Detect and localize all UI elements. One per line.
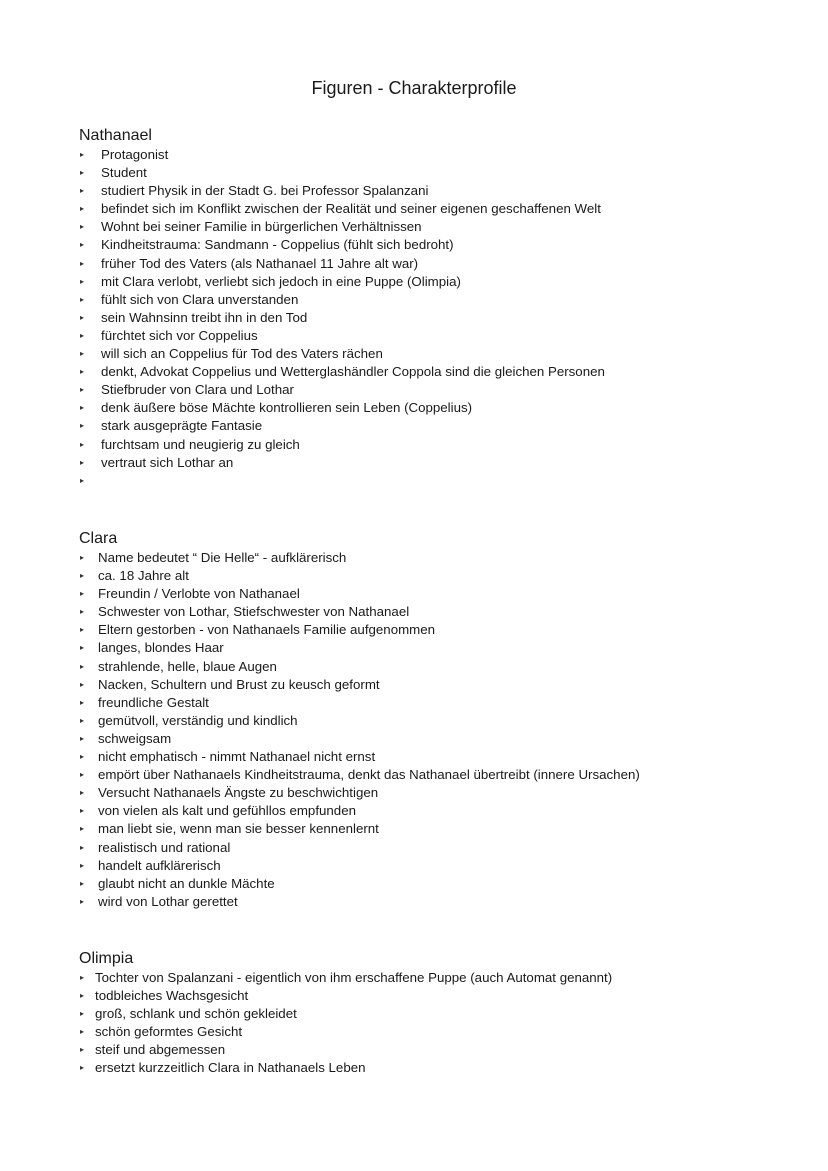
list-item-text: steif und abgemessen (95, 1042, 226, 1058)
list-item (79, 839, 799, 857)
list-item-text: Versucht Nathanaels Ängste zu beschwichtigen (98, 785, 379, 801)
bullet-triangle-icon: ▸ (80, 385, 85, 395)
bullet-list (79, 146, 799, 490)
list-item (79, 273, 799, 291)
bullet-triangle-icon: ▸ (80, 294, 85, 304)
list-item-text: denkt, Advokat Coppelius und Wetterglashändler Coppola sind die gleichen Personen (101, 364, 605, 380)
list-item-text: früher Tod des Vaters (als Nathanael 11 Jahre alt war) (101, 255, 419, 271)
bullet-triangle-icon: ▸ (80, 403, 85, 413)
bullet-triangle-icon: ▸ (80, 878, 85, 888)
bullet-triangle-icon: ▸ (80, 553, 85, 562)
bullet-triangle-icon: ▸ (80, 168, 85, 178)
list-item (79, 658, 799, 676)
list-item-text: vertraut sich Lothar an (101, 454, 234, 470)
list-item-text: Freundin / Verlobte von Nathanael (98, 586, 300, 602)
list-item-text: man liebt sie, wenn man sie besser kennenlernt (98, 821, 379, 837)
list-item (79, 454, 799, 472)
list-item (79, 712, 799, 730)
list-item-text: Wohnt bei seiner Familie in bürgerlichen Verhältnissen (101, 219, 422, 235)
list-item (79, 694, 799, 712)
list-item-text: strahlende, helle, blaue Augen (98, 658, 277, 674)
bullet-triangle-icon: ▸ (80, 697, 85, 707)
bullet-triangle-icon: ▸ (80, 240, 85, 250)
bullet-triangle-icon: ▸ (80, 186, 85, 196)
list-item (79, 893, 799, 911)
list-item-text: wird von Lothar gerettet (98, 893, 238, 909)
list-item-text: befindet sich im Konflikt zwischen der Realität und seiner eigenen geschaffenen Welt (101, 201, 601, 217)
bullet-triangle-icon: ▸ (80, 457, 85, 467)
bullet-triangle-icon: ▸ (80, 1009, 85, 1019)
list-item-text: handelt aufklärerisch (98, 857, 221, 873)
bullet-triangle-icon: ▸ (80, 607, 85, 617)
list-item (79, 969, 799, 987)
list-item-text: sein Wahnsinn treibt ihn in den Tod (101, 309, 308, 325)
bullet-triangle-icon: ▸ (80, 1027, 85, 1037)
list-item (79, 1023, 799, 1041)
list-item (79, 730, 799, 748)
list-item-text: Tochter von Spalanzani - eigentlich von ihm erschaffene Puppe (auch Automat genannt) (95, 970, 613, 985)
bullet-triangle-icon: ▸ (80, 824, 85, 834)
page-title: Figuren - Charakterprofile (311, 78, 517, 98)
list-item-text: langes, blondes Haar (98, 640, 224, 656)
list-item-text: Nacken, Schultern und Brust zu keusch geformt (98, 676, 380, 692)
bullet-triangle-icon: ▸ (80, 1063, 85, 1073)
bullet-triangle-icon: ▸ (80, 770, 85, 780)
bullet-triangle-icon: ▸ (80, 330, 85, 340)
bullet-triangle-icon: ▸ (80, 860, 85, 870)
list-item (79, 748, 799, 766)
list-item-text: will sich an Coppelius für Tod des Vaters rächen (101, 346, 383, 362)
section-clara (79, 529, 799, 911)
list-item (79, 399, 799, 417)
list-item-text: denk äußere böse Mächte kontrollieren sein Leben (Coppelius) (101, 400, 473, 416)
list-item (79, 363, 799, 381)
list-item (79, 1059, 799, 1077)
list-item (79, 987, 799, 1005)
list-item-text: Stiefbruder von Clara und Lothar (101, 382, 294, 398)
bullet-triangle-icon: ▸ (80, 222, 85, 232)
bullet-triangle-icon: ▸ (80, 276, 85, 286)
list-item-text: glaubt nicht an dunkle Mächte (98, 875, 275, 891)
list-item-text: fühlt sich von Clara unverstanden (101, 291, 299, 307)
list-item (79, 417, 799, 435)
list-item (79, 875, 799, 893)
list-item (79, 255, 799, 273)
list-item-text: furchtsam und neugierig zu gleich (101, 436, 300, 452)
bullet-triangle-icon: ▸ (80, 439, 85, 449)
bullet-triangle-icon: ▸ (80, 625, 85, 635)
bullet-triangle-icon: ▸ (80, 991, 85, 1001)
list-item (79, 381, 799, 399)
bullet-triangle-icon: ▸ (80, 258, 85, 268)
bullet-triangle-icon: ▸ (80, 806, 85, 816)
bullet-triangle-icon: ▸ (80, 973, 85, 982)
list-item (79, 766, 799, 784)
bullet-triangle-icon: ▸ (80, 589, 85, 599)
list-item (79, 639, 799, 657)
list-item-text: Eltern gestorben - von Nathanaels Familie aufgenommen (98, 622, 436, 638)
list-item-text: gemütvoll, verständig und kindlich (98, 712, 298, 728)
bullet-triangle-icon: ▸ (80, 715, 85, 725)
bullet-triangle-icon: ▸ (80, 571, 85, 581)
bullet-triangle-icon: ▸ (80, 421, 85, 431)
bullet-triangle-icon: ▸ (80, 679, 85, 689)
list-item-text: mit Clara verlobt, verliebt sich jedoch in eine Puppe (Olimpia) (101, 273, 461, 289)
list-item (79, 327, 799, 345)
list-item (79, 436, 799, 454)
list-item-text: nicht emphatisch - nimmt Nathanael nicht ernst (98, 749, 376, 765)
bullet-triangle-icon: ▸ (80, 661, 85, 671)
list-item-text: fürchtet sich vor Coppelius (101, 327, 258, 343)
list-item (79, 857, 799, 875)
bullet-triangle-icon: ▸ (80, 1045, 85, 1055)
bullet-triangle-icon: ▸ (80, 643, 85, 653)
list-item-text: todbleiches Wachsgesicht (95, 988, 249, 1004)
list-item (79, 585, 799, 603)
list-item (79, 549, 799, 567)
list-item (79, 676, 799, 694)
section-heading: Nathanael (79, 127, 152, 144)
list-item-text: Schwester von Lothar, Stiefschwester von Nathanael (98, 604, 410, 620)
list-item-text: Name bedeutet “ Die Helle“ - aufklärerisch (98, 550, 347, 565)
list-item (79, 784, 799, 802)
list-item-text: freundliche Gestalt (98, 694, 209, 710)
list-item-text: Student (101, 165, 147, 181)
list-item-text: Protagonist (101, 147, 169, 162)
list-item (79, 345, 799, 363)
list-item (79, 309, 799, 327)
list-item (79, 164, 799, 182)
list-item-text: schön geformtes Gesicht (95, 1024, 243, 1040)
section-nathanael (79, 126, 799, 490)
list-item (79, 820, 799, 838)
bullet-triangle-icon: ▸ (80, 752, 85, 762)
list-item (79, 621, 799, 639)
list-item-text: groß, schlank und schön gekleidet (95, 1006, 297, 1022)
list-item-text: stark ausgeprägte Fantasie (101, 418, 263, 434)
section-heading: Olimpia (79, 950, 134, 967)
list-item-text: von vielen als kalt und gefühllos empfunden (98, 803, 356, 819)
bullet-list (79, 969, 799, 1078)
section-heading: Clara (79, 530, 118, 547)
bullet-triangle-icon: ▸ (80, 150, 85, 159)
list-item (79, 1005, 799, 1023)
list-item (79, 567, 799, 585)
list-item (79, 182, 799, 200)
list-item-text: realistisch und rational (98, 839, 231, 855)
bullet-triangle-icon: ▸ (80, 842, 85, 852)
bullet-triangle-icon: ▸ (80, 367, 85, 377)
list-item-text: ersetzt kurzzeitlich Clara in Nathanaels Leben (95, 1060, 366, 1076)
list-item (79, 802, 799, 820)
bullet-triangle-icon: ▸ (80, 896, 85, 906)
bullet-triangle-icon: ▸ (80, 349, 85, 359)
list-item (79, 146, 799, 164)
list-item (79, 200, 799, 218)
bullet-triangle-icon: ▸ (80, 312, 85, 322)
list-item-text: Kindheitstrauma: Sandmann - Coppelius (fühlt sich bedroht) (101, 237, 454, 253)
list-item-text: schweigsam (98, 730, 172, 746)
list-item (79, 218, 799, 236)
section-olimpia (79, 949, 799, 1078)
list-item (79, 1041, 799, 1059)
list-item (79, 291, 799, 309)
list-item (79, 236, 799, 254)
list-item (79, 603, 799, 621)
list-item-text: ca. 18 Jahre alt (98, 568, 189, 584)
bullet-list (79, 549, 799, 911)
list-item-text: empört über Nathanaels Kindheitstrauma, denkt das Nathanael übertreibt (innere Ursachen) (98, 767, 640, 783)
list-item (79, 472, 799, 490)
bullet-triangle-icon: ▸ (80, 733, 85, 743)
bullet-triangle-icon: ▸ (80, 788, 85, 798)
bullet-triangle-icon: ▸ (80, 204, 85, 214)
list-item-text: studiert Physik in der Stadt G. bei Professor Spalanzani (101, 183, 429, 199)
bullet-triangle-icon: ▸ (80, 475, 85, 485)
